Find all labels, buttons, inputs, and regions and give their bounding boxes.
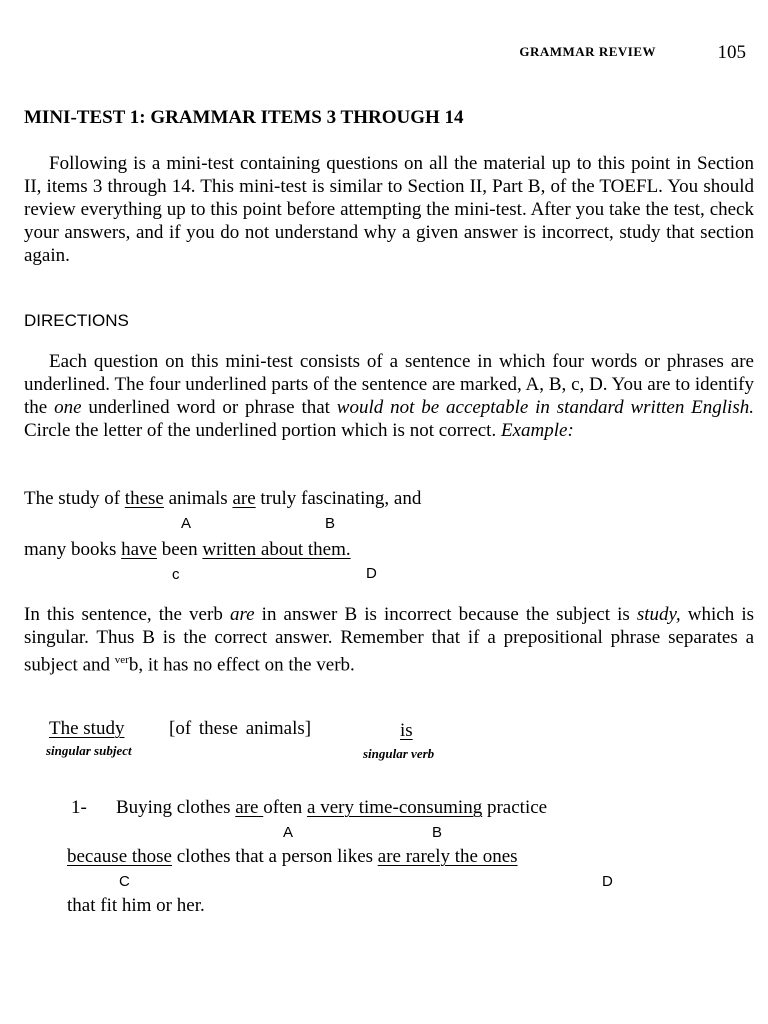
example-letter-d: D [366,565,377,582]
page-title: MINI-TEST 1: GRAMMAR ITEMS 3 THROUGH 14 [24,107,464,128]
example-letter-b: B [325,515,336,532]
question-text: often [263,797,308,818]
example-text: been [156,539,203,560]
question-number: 1- [71,797,87,818]
question-letter-a: A [283,824,294,841]
directions-text: underlined word or phrase that [81,397,337,418]
question-underlined-d: are rarely the ones [377,846,518,867]
directions-emphasis: one [54,397,82,418]
question-line-2 [67,846,518,868]
example-underlined-b: are [232,488,256,509]
explanation-emphasis: are [229,604,255,625]
directions-paragraph [24,350,754,442]
diagram-verb-label: singular verb [363,746,435,761]
diagram-verb: is [400,720,413,741]
directions-emphasis: would not be acceptable in standard written English. [336,397,754,418]
question-underlined-c: because those [67,846,172,867]
question-letter-d: D [602,873,613,890]
explanation-text: in answer B is incorrect because the subject is [254,604,637,625]
directions-text: Circle the letter of the underlined portion which is not correct. [24,420,501,441]
example-letter-a: A [181,515,192,532]
explanation-superscript: ver [114,654,129,666]
example-underlined-a: these [124,488,164,509]
running-header: GRAMMAR REVIEW [519,44,656,59]
example-text: animals [163,488,233,509]
question-line-1 [116,797,547,819]
question-letter-b: B [432,824,443,841]
example-text: many books [24,539,122,560]
intro-paragraph: Following is a mini-test containing questions on all the material up to this point in Section II, items 3 through 14. This mini-test is similar to Section II, Part B, of the TOEFL. You should review everything up to this point before attempting the mini-test. After you take the test, check your answers, and if you do not understand why a given answer is incorrect, study that section again. [24,153,754,266]
example-line-2 [24,539,351,561]
example-label: Example: [500,420,574,441]
explanation-paragraph [24,603,754,676]
example-text: The study of [24,488,125,509]
explanation-text: which is singular. Thus B is the correct answer. Remember that if a prepositional phrase separates a subject and [24,604,755,676]
diagram-subject: The study [49,718,125,739]
question-letter-c: C [119,873,130,890]
question-text: practice [482,797,548,818]
page-number: 105 [717,42,746,63]
directions-text: Each question on this mini-test consists of a sentence in which four words or phrases are underlined. The four underlined parts of the sentence are marked, A, B, c, D. You are to identify the [24,351,754,418]
diagram-subject-label: singular subject [46,743,132,758]
example-underlined-c: have [121,539,157,560]
explanation-text: b, it has no effect on the verb. [128,654,355,676]
directions-heading: DIRECTIONS [24,311,129,330]
example-underlined-d: written about them. [202,539,351,560]
example-letter-c: c [172,566,180,583]
question-line-3: that fit him or her. [67,895,205,916]
example-line-1 [24,488,421,510]
example-text: truly fascinating, and [255,488,422,509]
explanation-text: In this sentence, the verb [24,604,230,625]
question-text: clothes that a person likes [171,846,378,867]
diagram-phrase: [of these animals] [169,718,312,739]
question-underlined-b: a very time-consuming [307,797,483,818]
explanation-emphasis: study, [636,604,681,625]
question-text: Buying clothes [116,797,236,818]
question-underlined-a: are [235,797,264,818]
